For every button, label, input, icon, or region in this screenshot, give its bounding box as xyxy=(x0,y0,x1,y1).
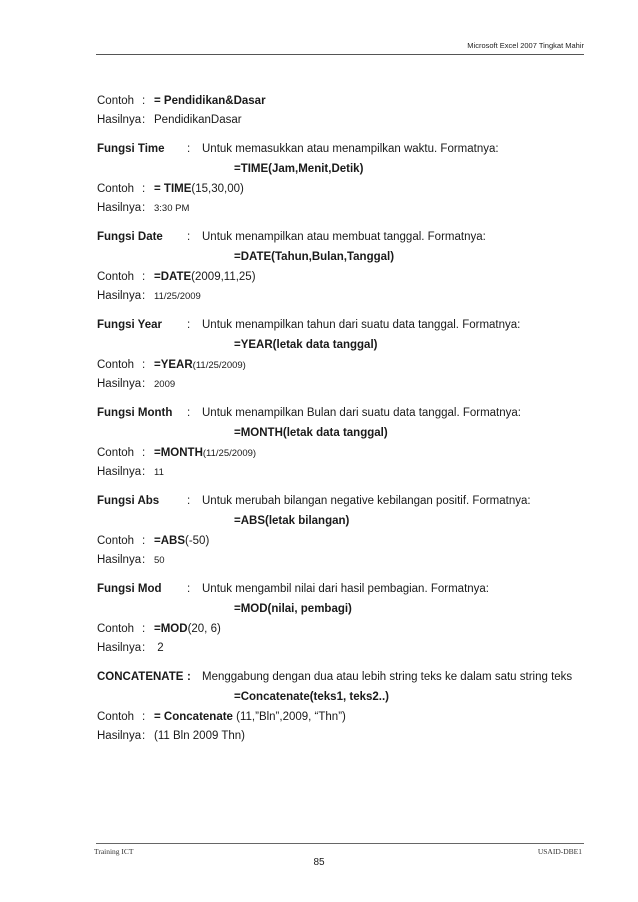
contoh-function: MOD xyxy=(160,623,188,635)
colon: : xyxy=(142,290,146,302)
header-title: Microsoft Excel 2007 Tingkat Mahir xyxy=(467,41,584,50)
function-desc: Menggabung dengan dua atau lebih string teks ke dalam satu string teks xyxy=(202,671,573,683)
colon: : xyxy=(142,183,146,195)
function-section-year xyxy=(97,316,577,394)
contoh-function: Concatenate xyxy=(163,711,233,723)
colon: : xyxy=(142,535,146,547)
function-desc: Untuk menampilkan tahun dari suatu data tanggal. Formatnya: xyxy=(202,319,521,331)
colon: : xyxy=(142,378,146,390)
contoh-label: Contoh xyxy=(97,447,135,459)
function-desc: Untuk menampilkan atau membuat tanggal. Formatnya: xyxy=(202,231,486,243)
contoh-label: Contoh xyxy=(97,623,135,635)
function-formula: =Concatenate(teks1, teks2..) xyxy=(234,691,389,703)
contoh-label: Contoh xyxy=(97,535,135,547)
contoh-args: (15,30,00) xyxy=(191,183,244,195)
contoh-label: Contoh xyxy=(97,95,135,107)
contoh-label: Contoh xyxy=(97,711,135,723)
contoh-function: ABS xyxy=(160,535,185,547)
hasil-value: PendidikanDasar xyxy=(154,114,242,126)
function-name: Fungsi Month xyxy=(97,407,173,419)
colon: : xyxy=(142,730,146,742)
contoh-operator: = xyxy=(154,623,161,635)
colon: : xyxy=(142,623,146,635)
contoh-function: YEAR xyxy=(160,359,193,371)
contoh-args: (11/25/2009) xyxy=(192,360,246,371)
colon: : xyxy=(142,447,146,459)
colon: : xyxy=(187,143,191,155)
hasil-value: 11 xyxy=(154,467,164,478)
hasilnya-label: Hasilnya xyxy=(97,114,142,126)
contoh-args: (-50) xyxy=(185,535,210,547)
colon: : xyxy=(142,359,146,371)
function-formula: =YEAR(letak data tanggal) xyxy=(234,339,378,351)
hasilnya-label: Hasilnya xyxy=(97,466,142,478)
function-desc: Untuk mengambil nilai dari hasil pembagian. Formatnya: xyxy=(202,583,490,595)
hasil-value: 3:30 PM xyxy=(154,203,190,214)
hasilnya-label: Hasilnya xyxy=(97,554,142,566)
contoh-operator: = xyxy=(154,359,161,371)
contoh-function: DATE xyxy=(160,271,192,283)
function-formula: =TIME(Jam,Menit,Detik) xyxy=(234,163,364,175)
contoh-label: Contoh xyxy=(97,359,135,371)
function-desc: Untuk merubah bilangan negative kebilangan positif. Formatnya: xyxy=(202,495,531,507)
hasilnya-label: Hasilnya xyxy=(97,202,142,214)
contoh-function: TIME xyxy=(163,183,192,195)
function-desc: Untuk menampilkan Bulan dari suatu data tanggal. Formatnya: xyxy=(202,407,521,419)
page-body xyxy=(97,92,577,746)
colon: : xyxy=(142,554,146,566)
contoh-operator: = xyxy=(154,183,164,195)
function-name: Fungsi Year xyxy=(97,319,162,331)
function-name: Fungsi Time xyxy=(97,143,165,155)
hasilnya-label: Hasilnya xyxy=(97,290,142,302)
footer-rule xyxy=(96,843,584,844)
hasil-value: 50 xyxy=(154,555,165,566)
contoh-operator: = xyxy=(154,271,161,283)
contoh-args: (20, 6) xyxy=(187,623,221,635)
function-section-abs xyxy=(97,492,577,570)
colon: : xyxy=(187,231,191,243)
function-formula: =MOD(nilai, pembagi) xyxy=(234,603,352,615)
function-section-concatenate xyxy=(97,668,577,746)
hasilnya-label: Hasilnya xyxy=(97,730,142,742)
hasil-value: 2 xyxy=(157,642,164,654)
hasil-value: 2009 xyxy=(154,379,176,390)
footer-left: Training ICT xyxy=(94,847,134,856)
colon: : xyxy=(142,95,146,107)
colon: : xyxy=(187,583,191,595)
hasil-value: (11 Bln 2009 Thn) xyxy=(154,730,245,742)
function-name: Fungsi Mod xyxy=(97,583,162,595)
colon: : xyxy=(142,711,146,723)
function-section-time xyxy=(97,140,577,218)
intro-hasil-row xyxy=(97,111,577,130)
header-rule xyxy=(96,54,584,55)
function-formula: =ABS(letak bilangan) xyxy=(234,515,350,527)
page-number: 85 xyxy=(313,857,325,868)
intro-contoh-row xyxy=(97,92,577,111)
colon: : xyxy=(187,319,191,331)
function-section-month xyxy=(97,404,577,482)
colon: : xyxy=(142,271,146,283)
colon: : xyxy=(142,466,146,478)
colon: : xyxy=(142,642,146,654)
contoh-operator: = xyxy=(154,447,161,459)
colon: : xyxy=(142,202,146,214)
colon: : xyxy=(187,671,191,683)
function-formula: =MONTH(letak data tanggal) xyxy=(234,427,388,439)
hasilnya-label: Hasilnya xyxy=(97,642,142,654)
function-name: Fungsi Abs xyxy=(97,495,160,507)
function-name: CONCATENATE xyxy=(97,671,184,683)
contoh-args: (2009,11,25) xyxy=(191,271,256,283)
function-section-mod xyxy=(97,580,577,658)
function-name: Fungsi Date xyxy=(97,231,163,243)
colon: : xyxy=(187,407,191,419)
contoh-function: Pendidikan&Dasar xyxy=(163,95,266,107)
hasilnya-label: Hasilnya xyxy=(97,378,142,390)
function-formula: =DATE(Tahun,Bulan,Tanggal) xyxy=(234,251,395,263)
function-desc: Untuk memasukkan atau menampilkan waktu. Formatnya: xyxy=(202,143,499,155)
contoh-function: MONTH xyxy=(160,447,203,459)
colon: : xyxy=(142,114,146,126)
contoh-label: Contoh xyxy=(97,271,135,283)
contoh-args: (11/25/2009) xyxy=(202,448,257,459)
colon: : xyxy=(187,495,191,507)
contoh-label: Contoh xyxy=(97,183,135,195)
contoh-operator: = xyxy=(154,711,164,723)
contoh-args: (11,”Bln”,2009, “Thn”) xyxy=(232,711,346,723)
contoh-operator: = xyxy=(154,95,164,107)
hasil-value: 11/25/2009 xyxy=(154,291,201,302)
contoh-operator: = xyxy=(154,535,161,547)
footer-right: USAID-DBE1 xyxy=(537,847,582,856)
function-section-date xyxy=(97,228,577,306)
